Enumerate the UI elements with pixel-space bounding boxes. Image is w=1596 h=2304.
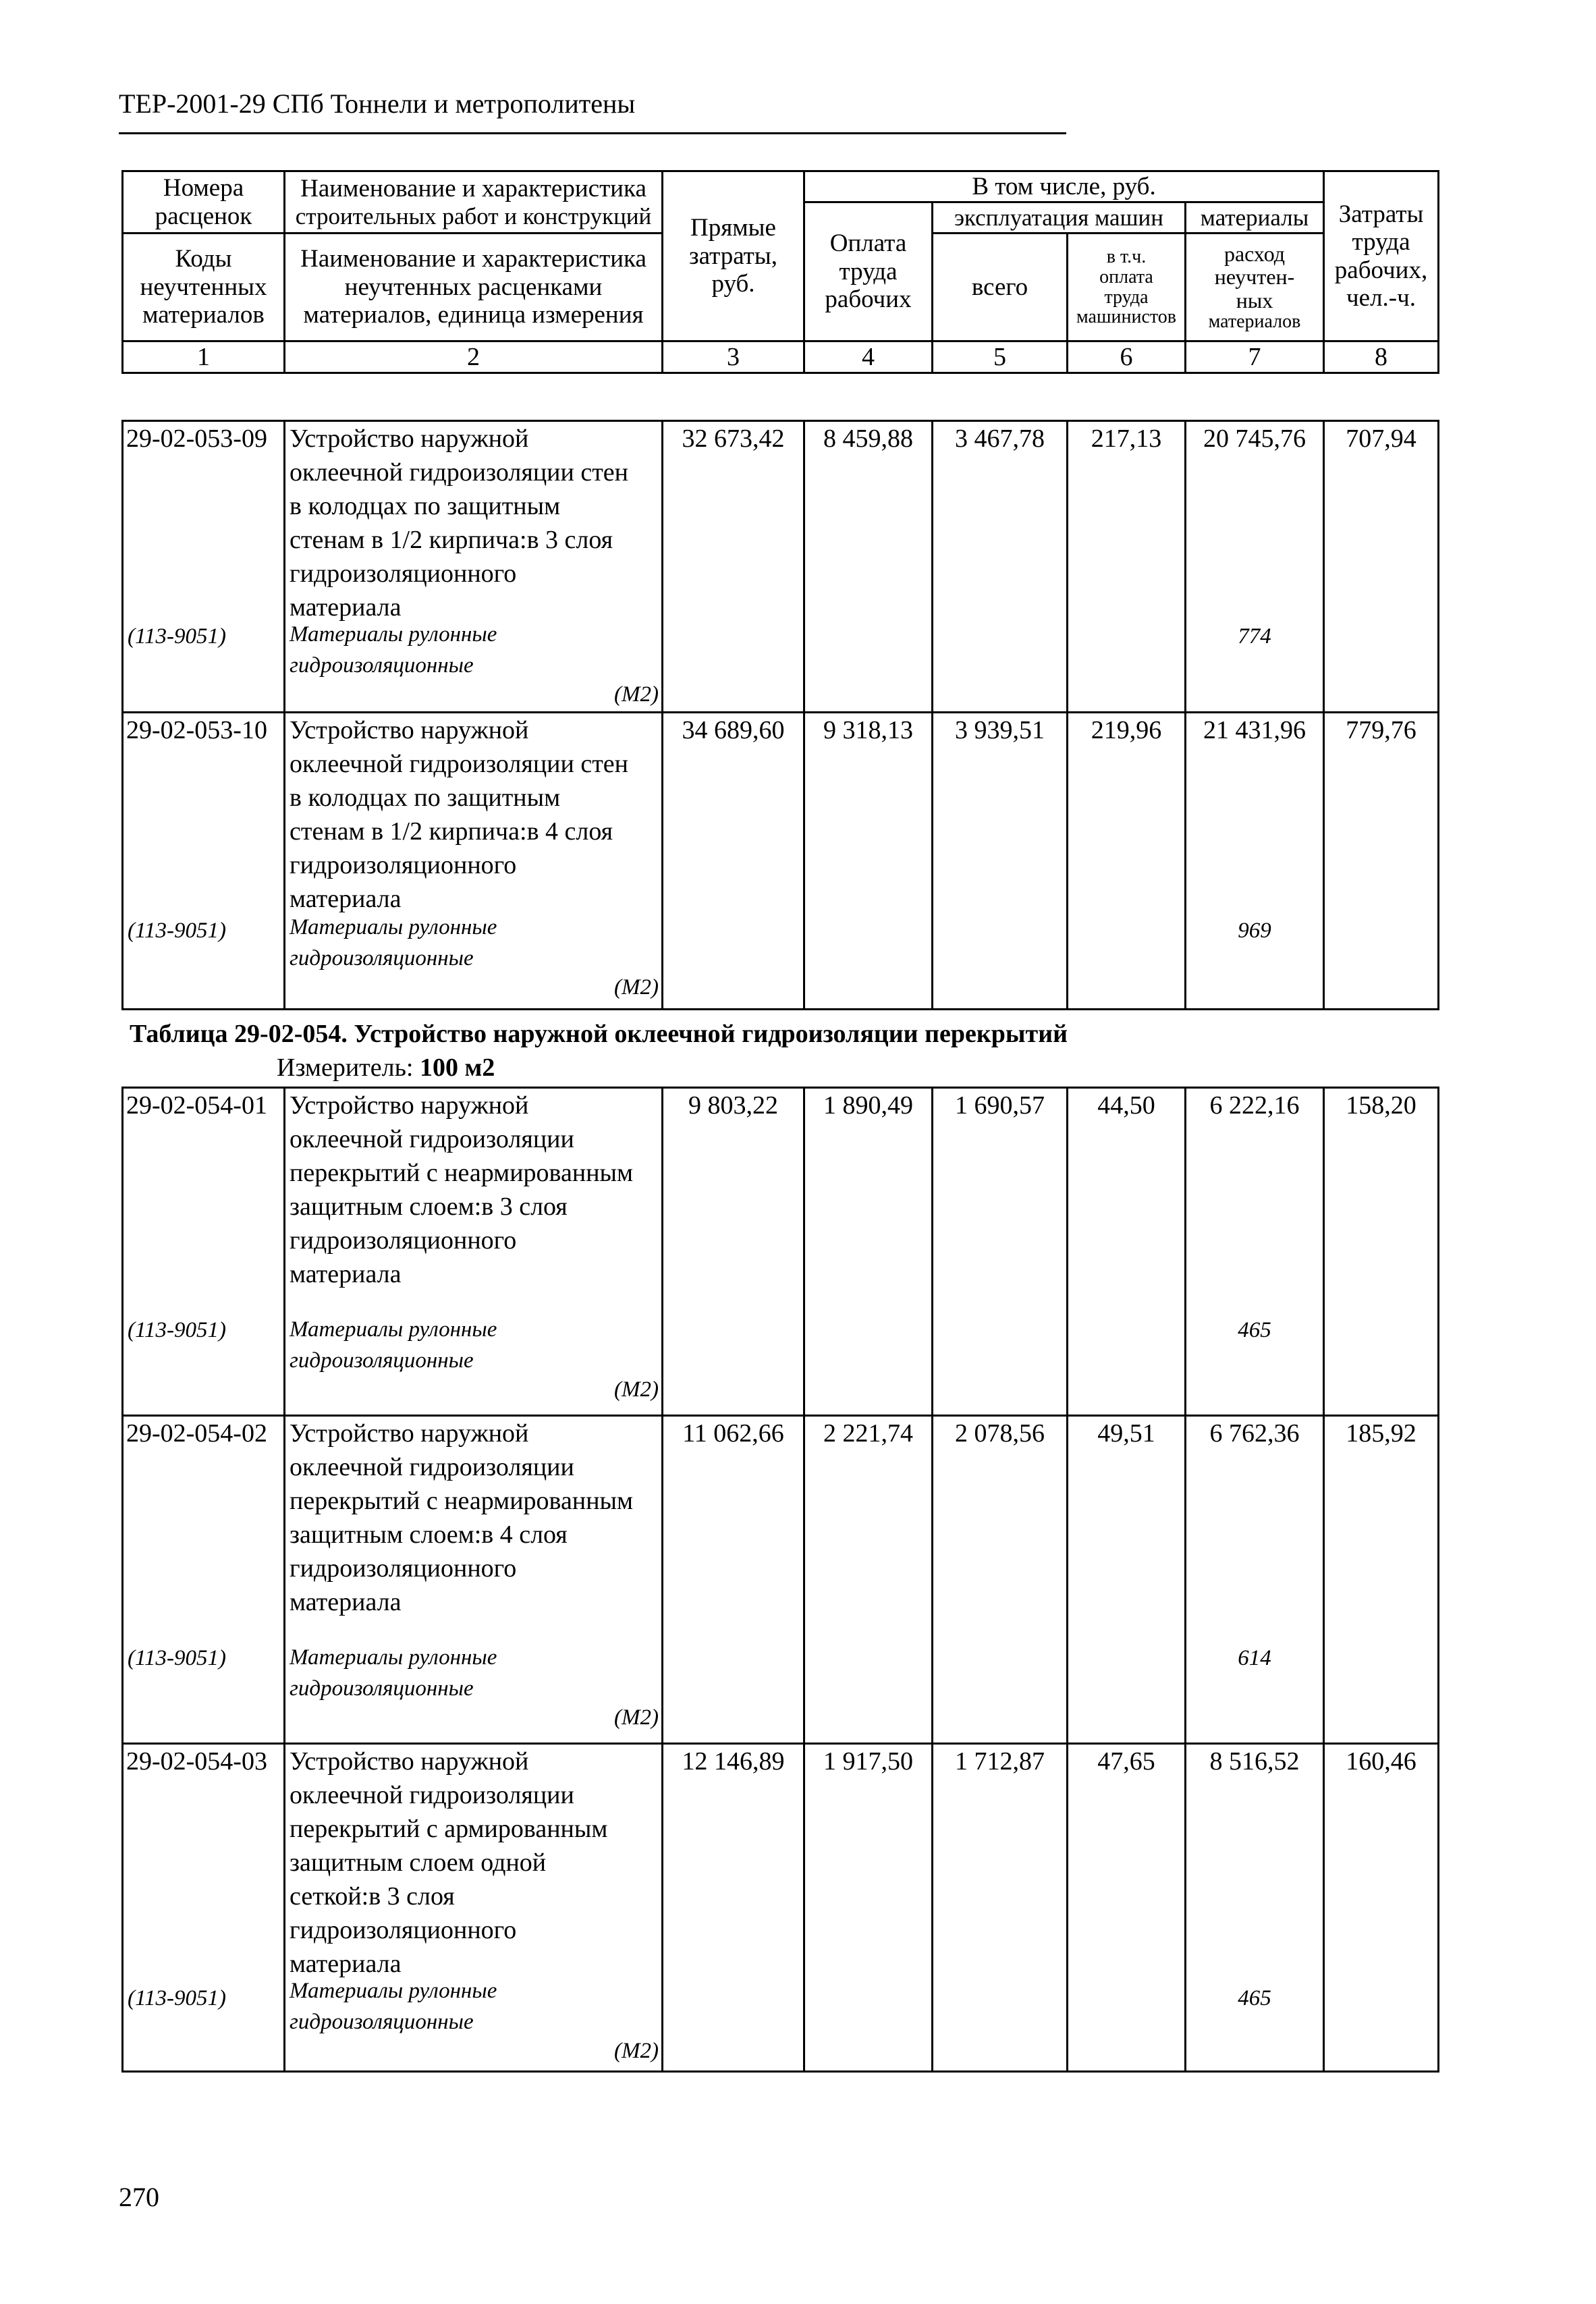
material-code: (113-9051) <box>128 1646 227 1670</box>
table-054 <box>121 1087 1439 2073</box>
material-code: (113-9051) <box>128 1318 227 1342</box>
table-row <box>123 421 1439 713</box>
machines-group-header: эксплуатация машин <box>933 202 1186 234</box>
labor-hours: 707,94 <box>1324 421 1439 713</box>
col2-top-header: Наименование и характеристика строительных работ и конструкций <box>285 171 663 234</box>
column-number: 2 <box>285 341 663 373</box>
material-quantity: 465 <box>1238 1986 1271 2010</box>
column-number: 3 <box>663 341 804 373</box>
table-row <box>123 1416 1439 1744</box>
material-name: Материалы рулонные гидроизоляционные <box>290 622 497 678</box>
rate-code: 29-02-054-02 <box>126 1419 267 1448</box>
material-code: (113-9051) <box>128 624 227 649</box>
rate-code-cell <box>123 421 285 713</box>
material-unit: (М2) <box>614 1377 659 1402</box>
work-description: Устройство наружной оклеечной гидроизоляции перекрытий с армированным защитным слоем одной сеткой:в 3 слоя гидроизоляционного материала Материалы рулонные гидроизоляционные (М2) <box>285 1744 663 2072</box>
material-code: (113-9051) <box>128 1986 227 2010</box>
direct-costs: 11 062,66 <box>663 1416 804 1744</box>
table-053 <box>121 420 1439 1010</box>
machinists-pay: 47,65 <box>1068 1744 1186 2072</box>
col2-bottom-header: Наименование и характеристика неучтенных расценками материалов, единица измерения <box>285 234 663 341</box>
work-description: Устройство наружной оклеечной гидроизоляции перекрытий с неармированным защитным слоем:в 3 слоя гидроизоляционного материала Материалы рулонные гидроизоляционные (М2) <box>285 1088 663 1416</box>
col8-header: Затраты труда рабочих, чел.-ч. <box>1324 171 1439 341</box>
measurement-unit: Измеритель: 100 м2 <box>277 1053 495 1082</box>
machines-total: 3 939,51 <box>933 713 1068 1010</box>
column-number: 8 <box>1324 341 1439 373</box>
machines-total: 1 712,87 <box>933 1744 1068 2072</box>
column-number: 4 <box>804 341 933 373</box>
material-quantity: 465 <box>1238 1318 1271 1342</box>
labor-pay: 9 318,13 <box>804 713 933 1010</box>
work-description: Устройство наружной оклеечной гидроизоляции стен в колодцах по защитным стенам в 1/2 кирпича:в 3 слоя гидроизоляционного материала Материалы рулонные гидроизоляционные (М2) <box>285 421 663 713</box>
material-name: Материалы рулонные гидроизоляционные <box>290 1645 497 1701</box>
material-code: (113-9051) <box>128 918 227 943</box>
machinists-pay: 219,96 <box>1068 713 1186 1010</box>
labor-hours: 160,46 <box>1324 1744 1439 2072</box>
labor-hours: 779,76 <box>1324 713 1439 1010</box>
machinists-pay: 217,13 <box>1068 421 1186 713</box>
page-number: 270 <box>119 2182 159 2212</box>
materials-cost: 6 762,36 614 <box>1186 1416 1324 1744</box>
column-number: 6 <box>1068 341 1186 373</box>
work-description: Устройство наружной оклеечной гидроизоляции стен в колодцах по защитным стенам в 1/2 кирпича:в 4 слоя гидроизоляционного материала Материалы рулонные гидроизоляционные (М2) <box>285 713 663 1010</box>
labor-hours: 158,20 <box>1324 1088 1439 1416</box>
machinists-pay: 44,50 <box>1068 1088 1186 1416</box>
materials-cost: 6 222,16 465 <box>1186 1088 1324 1416</box>
labor-pay: 2 221,74 <box>804 1416 933 1744</box>
col1-bottom-header: Коды неучтенных материалов <box>123 234 285 341</box>
machinists-pay: 49,51 <box>1068 1416 1186 1744</box>
column-number: 1 <box>123 341 285 373</box>
direct-costs: 9 803,22 <box>663 1088 804 1416</box>
col5-header: всего <box>933 234 1068 341</box>
direct-costs: 12 146,89 <box>663 1744 804 2072</box>
material-quantity: 774 <box>1238 624 1271 649</box>
rate-code-cell <box>123 1088 285 1416</box>
table-row <box>123 1744 1439 2072</box>
material-quantity: 614 <box>1238 1646 1271 1670</box>
machines-total: 1 690,57 <box>933 1088 1068 1416</box>
labor-pay: 8 459,88 <box>804 421 933 713</box>
materials-cost: 20 745,76 774 <box>1186 421 1324 713</box>
col6-header: в т.ч. оплата труда машинистов <box>1068 234 1186 341</box>
materials-cost: 21 431,96 969 <box>1186 713 1324 1010</box>
labor-pay: 1 890,49 <box>804 1088 933 1416</box>
work-description: Устройство наружной оклеечной гидроизоляции перекрытий с неармированным защитным слоем:в 4 слоя гидроизоляционного материала Материалы рулонные гидроизоляционные (М2) <box>285 1416 663 1744</box>
col4-header: Оплата труда рабочих <box>804 202 933 341</box>
material-unit: (М2) <box>614 1705 659 1730</box>
col7-header: расход неучтен- ных материалов <box>1186 234 1324 341</box>
group-header: В том числе, руб. <box>804 171 1324 202</box>
materials-cost: 8 516,52 465 <box>1186 1744 1324 2072</box>
col1-top-header: Номера расценок <box>123 171 285 234</box>
labor-hours: 185,92 <box>1324 1416 1439 1744</box>
machines-total: 3 467,78 <box>933 421 1068 713</box>
column-number: 5 <box>933 341 1068 373</box>
table-row <box>123 713 1439 1010</box>
materials-group-header: материалы <box>1186 202 1324 234</box>
header-rule <box>119 132 1066 134</box>
machines-total: 2 078,56 <box>933 1416 1068 1744</box>
rate-code: 29-02-054-01 <box>126 1091 267 1120</box>
rate-code-cell <box>123 1744 285 2072</box>
table-row <box>123 1088 1439 1416</box>
material-name: Материалы рулонные гидроизоляционные <box>290 915 497 970</box>
direct-costs: 32 673,42 <box>663 421 804 713</box>
rate-code-cell <box>123 713 285 1010</box>
running-header: ТЕР-2001-29 СПб Тоннели и метрополитены <box>119 88 636 119</box>
rate-code: 29-02-053-09 <box>126 424 267 453</box>
col3-header: Прямые затраты, руб. <box>663 171 804 341</box>
material-quantity: 969 <box>1238 918 1271 943</box>
rate-code: 29-02-053-10 <box>126 716 267 744</box>
material-unit: (М2) <box>614 975 659 999</box>
rate-code: 29-02-054-03 <box>126 1747 267 1776</box>
table-caption: Таблица 29-02-054. Устройство наружной оклеечной гидроизоляции перекрытий <box>130 1020 1068 1048</box>
rate-code-cell <box>123 1416 285 1744</box>
direct-costs: 34 689,60 <box>663 713 804 1010</box>
material-name: Материалы рулонные гидроизоляционные <box>290 1317 497 1373</box>
material-unit: (М2) <box>614 2039 659 2063</box>
column-number: 7 <box>1186 341 1324 373</box>
column-header-table <box>121 170 1439 374</box>
material-name: Материалы рулонные гидроизоляционные <box>290 1979 497 2034</box>
labor-pay: 1 917,50 <box>804 1744 933 2072</box>
material-unit: (М2) <box>614 682 659 707</box>
